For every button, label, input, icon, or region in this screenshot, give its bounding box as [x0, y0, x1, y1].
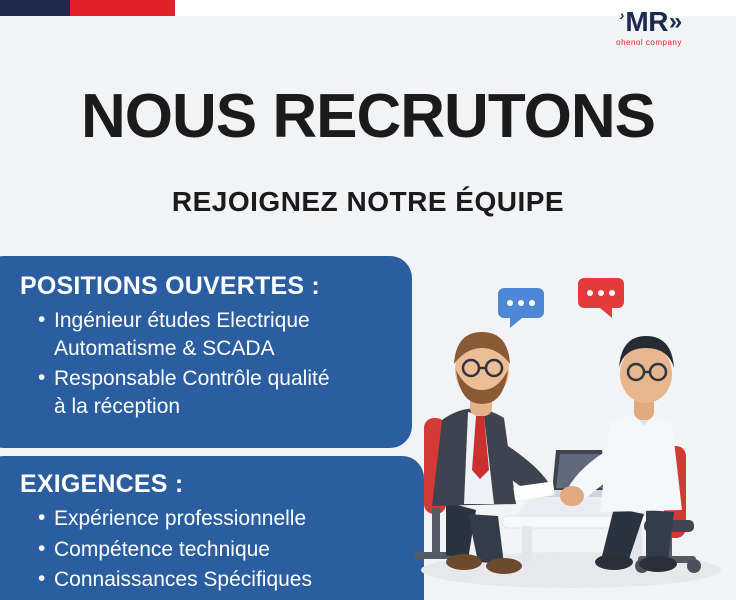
logo-chevron-icon: » — [668, 8, 679, 35]
two-people-interview-illustration — [406, 270, 736, 600]
page-title: NOUS RECRUTONS — [81, 82, 655, 151]
company-logo — [584, 8, 714, 47]
requirements-list — [20, 505, 404, 594]
position-line-1: Ingénieur études Electrique — [54, 309, 310, 332]
list-item — [38, 536, 404, 564]
open-positions-panel — [0, 256, 412, 448]
list-item — [38, 505, 404, 533]
top-red-bar — [70, 0, 175, 16]
page-subtitle: REJOIGNEZ NOTRE ÉQUIPE — [171, 186, 565, 217]
position-line-1: Responsable Contrôle qualité — [54, 367, 330, 391]
position-line-2: Automatisme & SCADA — [54, 336, 275, 360]
requirement-line-1: Connaissances Spécifiques — [54, 568, 312, 592]
requirement-line-1: Compétence technique — [54, 537, 270, 561]
list-item — [38, 365, 392, 420]
list-item — [38, 566, 404, 594]
open-positions-title: POSITIONS OUVERTES : — [20, 272, 320, 300]
speech-bubble-right-icon — [578, 278, 624, 318]
requirements-panel — [0, 456, 424, 600]
open-positions-list — [20, 307, 392, 421]
position-line-2: à la réception — [54, 395, 181, 419]
requirement-line-1: Expérience professionnelle — [54, 507, 307, 530]
logo-mark — [584, 8, 714, 36]
logo-tagline: ohenol company — [616, 38, 682, 47]
person-left — [432, 332, 556, 574]
top-navy-bar — [0, 0, 72, 16]
logo-tick-icon: › — [618, 7, 627, 23]
requirements-title: EXIGENCES : — [20, 470, 184, 498]
list-item — [38, 307, 392, 362]
speech-bubble-left-icon — [498, 288, 544, 328]
logo-wordmark: MR — [625, 6, 668, 37]
